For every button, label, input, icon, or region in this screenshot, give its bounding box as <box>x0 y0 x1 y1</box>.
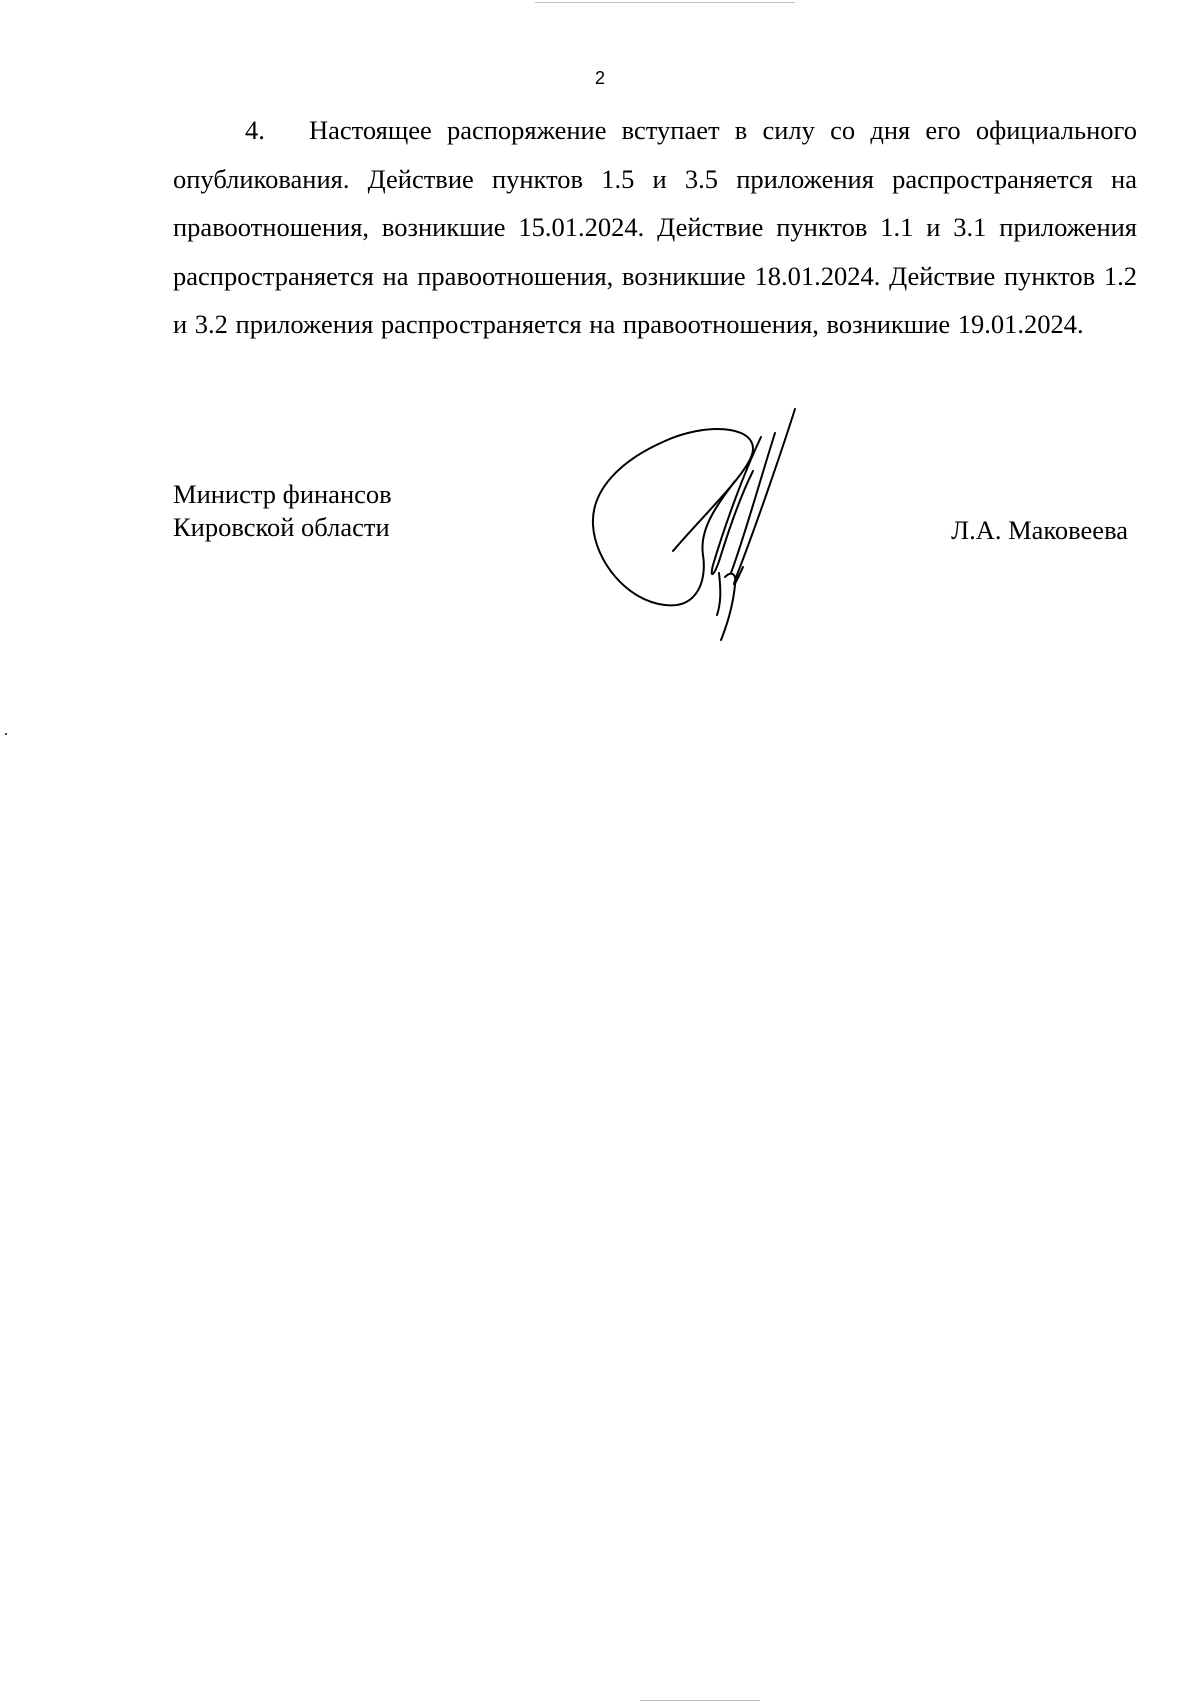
page-number: 2 <box>594 68 605 88</box>
scan-edge-mark-bottom <box>640 1700 760 1701</box>
scan-edge-mark-top <box>535 2 795 3</box>
signer-name: Л.А. Маковеева <box>951 515 1128 545</box>
position-line-2: Кировской области <box>173 512 390 542</box>
paragraph-number: 4. <box>245 115 265 145</box>
paragraph-text: Настоящее распоряжение вступает в силу со дня его официального опубликования. Действие пунктов 1.5 и 3.5 приложения распространяется на правоотношения, возникшие 15.01.2024. Действие пунктов 1.1 и 3.1 приложения распространяется на правоотношения, возникшие 18.01.2024. Действие пунктов 1.2 и 3.2 приложения распространяется на правоотношения, возникшие 19.01.2024. <box>173 115 1137 339</box>
signatory-position <box>173 478 392 544</box>
paragraph-4 <box>173 106 1137 349</box>
scan-artifact-dot <box>5 733 7 735</box>
handwritten-signature <box>585 405 805 645</box>
position-line-1: Министр финансов <box>173 479 392 509</box>
